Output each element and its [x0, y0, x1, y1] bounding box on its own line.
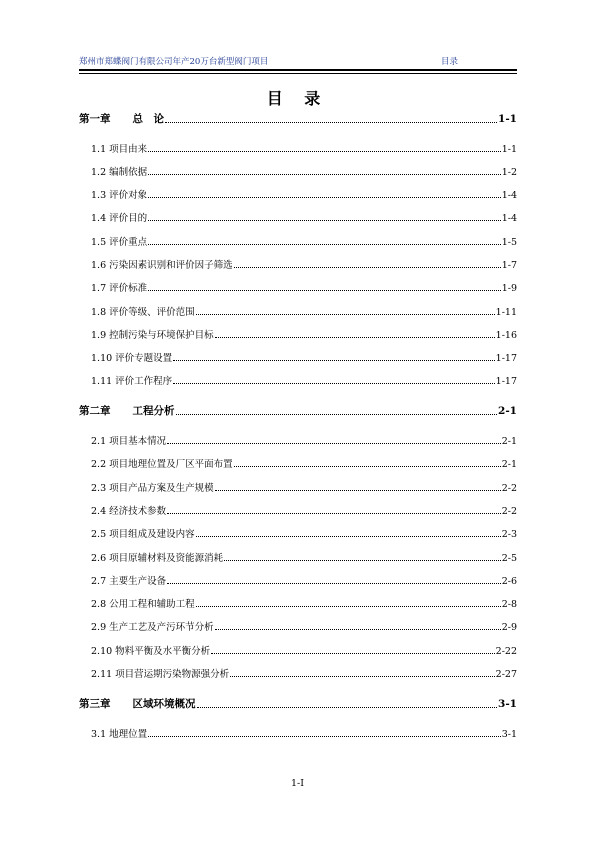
- section-title: 2.6 项目原辅材料及资能源消耗: [91, 553, 224, 564]
- toc-section-1-8[interactable]: [91, 304, 517, 318]
- toc-section-1-10[interactable]: [91, 350, 517, 364]
- toc-chapter-3[interactable]: [79, 696, 517, 711]
- toc-section-1-5[interactable]: [91, 234, 517, 248]
- section-title: 2.5 项目组成及建设内容: [91, 529, 195, 540]
- page-ref: 2-22: [495, 646, 517, 657]
- chapter-number: 第三章: [79, 698, 111, 710]
- dot-leader: [196, 536, 501, 537]
- dot-leader: [197, 707, 498, 708]
- section-title: 1.9 控制污染与环境保护目标: [91, 330, 214, 341]
- dot-leader: [234, 466, 501, 467]
- toc-section-2-11[interactable]: [91, 666, 517, 680]
- section-title: 1.4 评价目的: [91, 213, 148, 224]
- page-ref: 1-2: [501, 167, 517, 178]
- dot-leader: [224, 560, 501, 561]
- page-ref: 2-2: [501, 506, 517, 517]
- toc-section-2-1[interactable]: [91, 433, 517, 447]
- section-title: 2.2 项目地理位置及厂区平面布置: [91, 459, 233, 470]
- page-ref: 1-9: [501, 283, 517, 294]
- header-section-name: 目录: [441, 57, 459, 67]
- section-title: 1.8 评价等级、评价范围: [91, 307, 195, 318]
- toc-section-2-3[interactable]: [91, 480, 517, 494]
- page-ref: 1-1: [498, 113, 517, 125]
- header-project-title: 郑州市郑蝶阀门有限公司年产20万台新型阀门项目: [79, 57, 269, 67]
- dot-leader: [173, 383, 494, 384]
- toc-section-2-5[interactable]: [91, 526, 517, 540]
- page-ref: 2-3: [501, 529, 517, 540]
- toc-section-1-9[interactable]: [91, 327, 517, 341]
- dot-leader: [196, 314, 495, 315]
- dot-leader: [211, 653, 494, 654]
- page-number: 1-I: [290, 778, 304, 789]
- dot-leader: [230, 676, 494, 677]
- section-title: 1.3 评价对象: [91, 190, 148, 201]
- toc-section-1-1[interactable]: [91, 141, 517, 155]
- dot-leader: [215, 490, 501, 491]
- chapter-title: 总 论: [132, 113, 164, 125]
- page-ref: 2-9: [501, 622, 517, 633]
- dot-leader: [148, 220, 501, 221]
- page-ref: 2-6: [501, 576, 517, 587]
- section-title: 1.1 项目由来: [91, 144, 148, 155]
- page-ref: 2-27: [495, 669, 517, 680]
- page-ref: 2-2: [501, 483, 517, 494]
- section-title: 1.5 评价重点: [91, 237, 148, 248]
- page-ref: 2-1: [498, 405, 517, 417]
- chapter-number: 第二章: [79, 405, 111, 417]
- page-ref: 1-4: [501, 213, 517, 224]
- dot-leader: [173, 360, 494, 361]
- toc-section-1-7[interactable]: [91, 280, 517, 294]
- dot-leader: [167, 513, 501, 514]
- page-ref: 1-7: [501, 260, 517, 271]
- toc-chapter-1[interactable]: [79, 111, 517, 126]
- dot-leader: [167, 443, 501, 444]
- section-title: 2.3 项目产品方案及生产规模: [91, 483, 214, 494]
- page-ref: 1-1: [501, 144, 517, 155]
- page-ref: 1-16: [495, 330, 517, 341]
- toc-section-2-9[interactable]: [91, 619, 517, 633]
- page-ref: 2-1: [501, 459, 517, 470]
- page-ref: 3-1: [498, 698, 517, 710]
- toc-chapter-2[interactable]: [79, 403, 517, 418]
- section-title: 2.11 项目营运期污染物源强分析: [91, 669, 230, 680]
- dot-leader: [167, 583, 501, 584]
- section-title: 2.4 经济技术参数: [91, 506, 167, 517]
- chapter-number: 第一章: [79, 113, 111, 125]
- section-title: 1.11 评价工作程序: [91, 376, 173, 387]
- toc-section-1-6[interactable]: [91, 257, 517, 271]
- page-ref: 1-4: [501, 190, 517, 201]
- page-ref: 2-5: [501, 553, 517, 564]
- section-title: 2.8 公用工程和辅助工程: [91, 599, 195, 610]
- toc-section-1-4[interactable]: [91, 210, 517, 224]
- page-ref: 1-17: [495, 353, 517, 364]
- dot-leader: [165, 122, 497, 123]
- section-title: 1.7 评价标准: [91, 283, 148, 294]
- section-title: 2.7 主要生产设备: [91, 576, 167, 587]
- chapter-title: 工程分析: [132, 405, 175, 417]
- page-ref: 1-17: [495, 376, 517, 387]
- section-title: 2.10 物料平衡及水平衡分析: [91, 646, 211, 657]
- dot-leader: [215, 629, 501, 630]
- page-ref: 2-1: [501, 436, 517, 447]
- toc-section-1-2[interactable]: [91, 164, 517, 178]
- toc-section-3-1[interactable]: [91, 726, 517, 740]
- page-title: 目 录: [266, 89, 329, 108]
- toc-section-2-4[interactable]: [91, 503, 517, 517]
- section-title: 1.2 编制依据: [91, 167, 148, 178]
- dot-leader: [148, 174, 501, 175]
- dot-leader: [148, 736, 501, 737]
- section-title: 2.9 生产工艺及产污环节分析: [91, 622, 214, 633]
- dot-leader: [148, 244, 501, 245]
- page-ref: 1-11: [495, 307, 517, 318]
- toc-section-1-11[interactable]: [91, 373, 517, 387]
- toc-section-2-7[interactable]: [91, 573, 517, 587]
- page-ref: 1-5: [501, 237, 517, 248]
- toc-section-1-3[interactable]: [91, 187, 517, 201]
- toc-section-2-2[interactable]: [91, 456, 517, 470]
- chapter-title: 区域环境概况: [132, 698, 196, 710]
- toc-section-2-10[interactable]: [91, 643, 517, 657]
- header-rule-thin: [79, 73, 517, 74]
- dot-leader: [176, 414, 498, 415]
- dot-leader: [215, 337, 495, 338]
- toc-section-2-6[interactable]: [91, 550, 517, 564]
- dot-leader: [196, 606, 501, 607]
- dot-leader: [148, 290, 501, 291]
- section-title: 1.6 污染因素识别和评价因子筛选: [91, 260, 233, 271]
- dot-leader: [234, 267, 501, 268]
- dot-leader: [148, 151, 501, 152]
- page-ref: 2-8: [501, 599, 517, 610]
- running-header: [79, 53, 517, 67]
- section-title: 3.1 地理位置: [91, 729, 148, 740]
- dot-leader: [148, 197, 501, 198]
- section-title: 1.10 评价专题设置: [91, 353, 173, 364]
- page-ref: 3-1: [501, 729, 517, 740]
- toc-section-2-8[interactable]: [91, 596, 517, 610]
- section-title: 2.1 项目基本情况: [91, 436, 167, 447]
- header-rule-thick: [79, 69, 517, 71]
